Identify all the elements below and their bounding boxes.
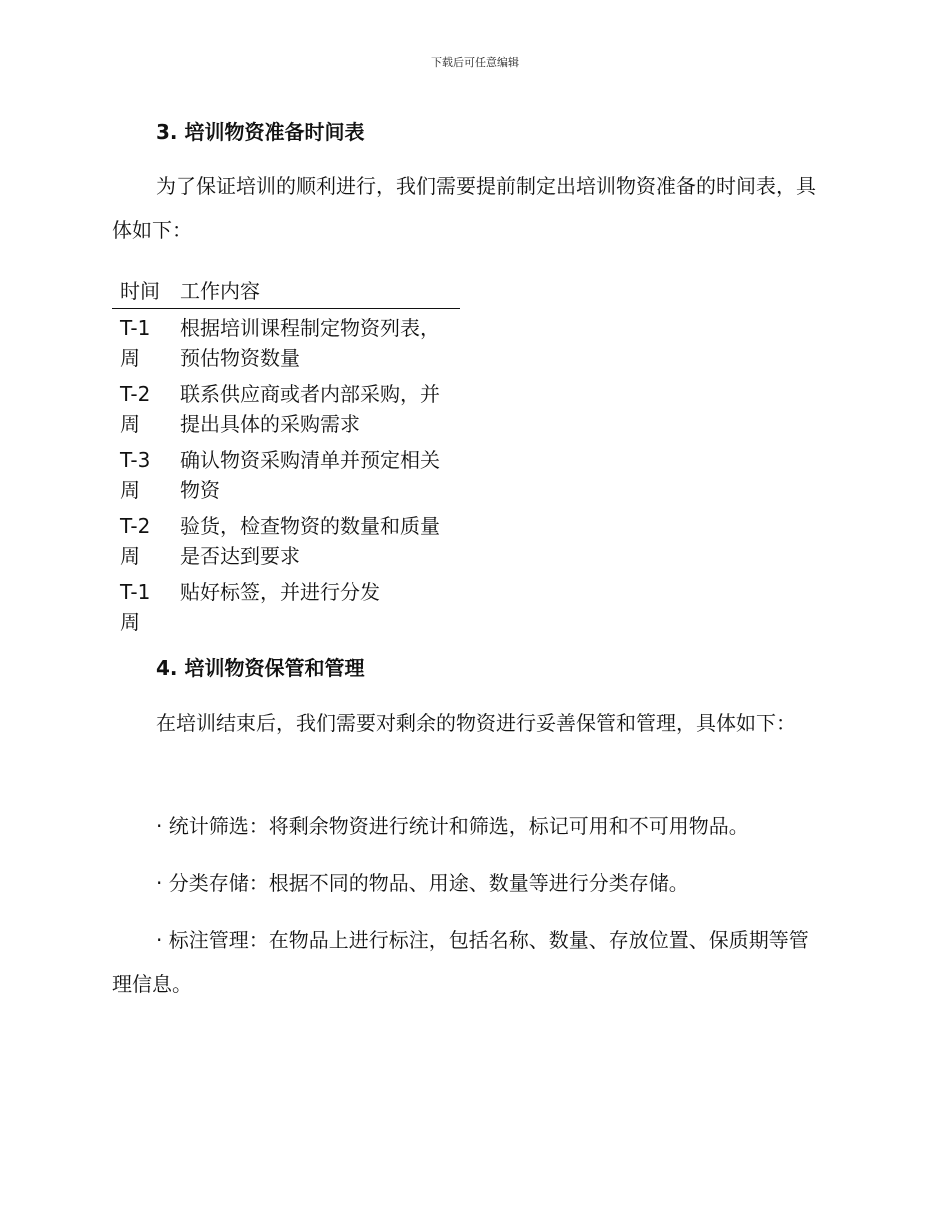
section-heading-storage: 4. 培训物资保管和管理 <box>156 656 365 680</box>
schedule-table <box>112 276 460 639</box>
bullet-item-labeling: · 标注管理：在物品上进行标注，包括名称、数量、存放位置、保质期等管理信息。 <box>112 928 809 996</box>
bullet-item-classification: · 分类存储：根据不同的物品、用途、数量等进行分类存储。 <box>156 871 689 895</box>
bullet-item-statistics: · 统计筛选：将剩余物资进行统计和筛选，标记可用和不可用物品。 <box>156 814 749 838</box>
table-header-row <box>112 276 460 309</box>
table-row <box>112 441 460 507</box>
row-time-cell: T-1 周 <box>120 316 151 370</box>
section-heading-schedule: 3. 培训物资准备时间表 <box>156 120 365 144</box>
table-row <box>112 375 460 441</box>
row-time-cell: T-2 周 <box>120 382 151 436</box>
schedule-intro-paragraph: 为了保证培训的顺利进行，我们需要提前制定出培训物资准备的时间表，具体如下： <box>112 174 816 242</box>
row-task-cell: 验货，检查物资的数量和质量是否达到要求 <box>180 514 440 568</box>
row-task-cell: 根据培训课程制定物资列表，预估物资数量 <box>180 316 440 370</box>
column-header-task: 工作内容 <box>172 276 460 309</box>
storage-intro-paragraph: 在培训结束后，我们需要对剩余的物资进行妥善保管和管理，具体如下： <box>156 711 796 735</box>
row-task-cell: 确认物资采购清单并预定相关物资 <box>180 448 440 502</box>
row-time-cell: T-3 周 <box>120 448 151 502</box>
row-time-cell: T-1 周 <box>120 580 151 634</box>
page-header: 下载后可任意编辑 <box>431 56 519 69</box>
column-header-time: 时间 <box>112 276 172 309</box>
row-task-cell: 贴好标签，并进行分发 <box>180 580 380 604</box>
table-row <box>112 309 460 376</box>
table-row <box>112 573 460 639</box>
table-row <box>112 507 460 573</box>
row-time-cell: T-2 周 <box>120 514 151 568</box>
row-task-cell: 联系供应商或者内部采购，并提出具体的采购需求 <box>180 382 440 436</box>
